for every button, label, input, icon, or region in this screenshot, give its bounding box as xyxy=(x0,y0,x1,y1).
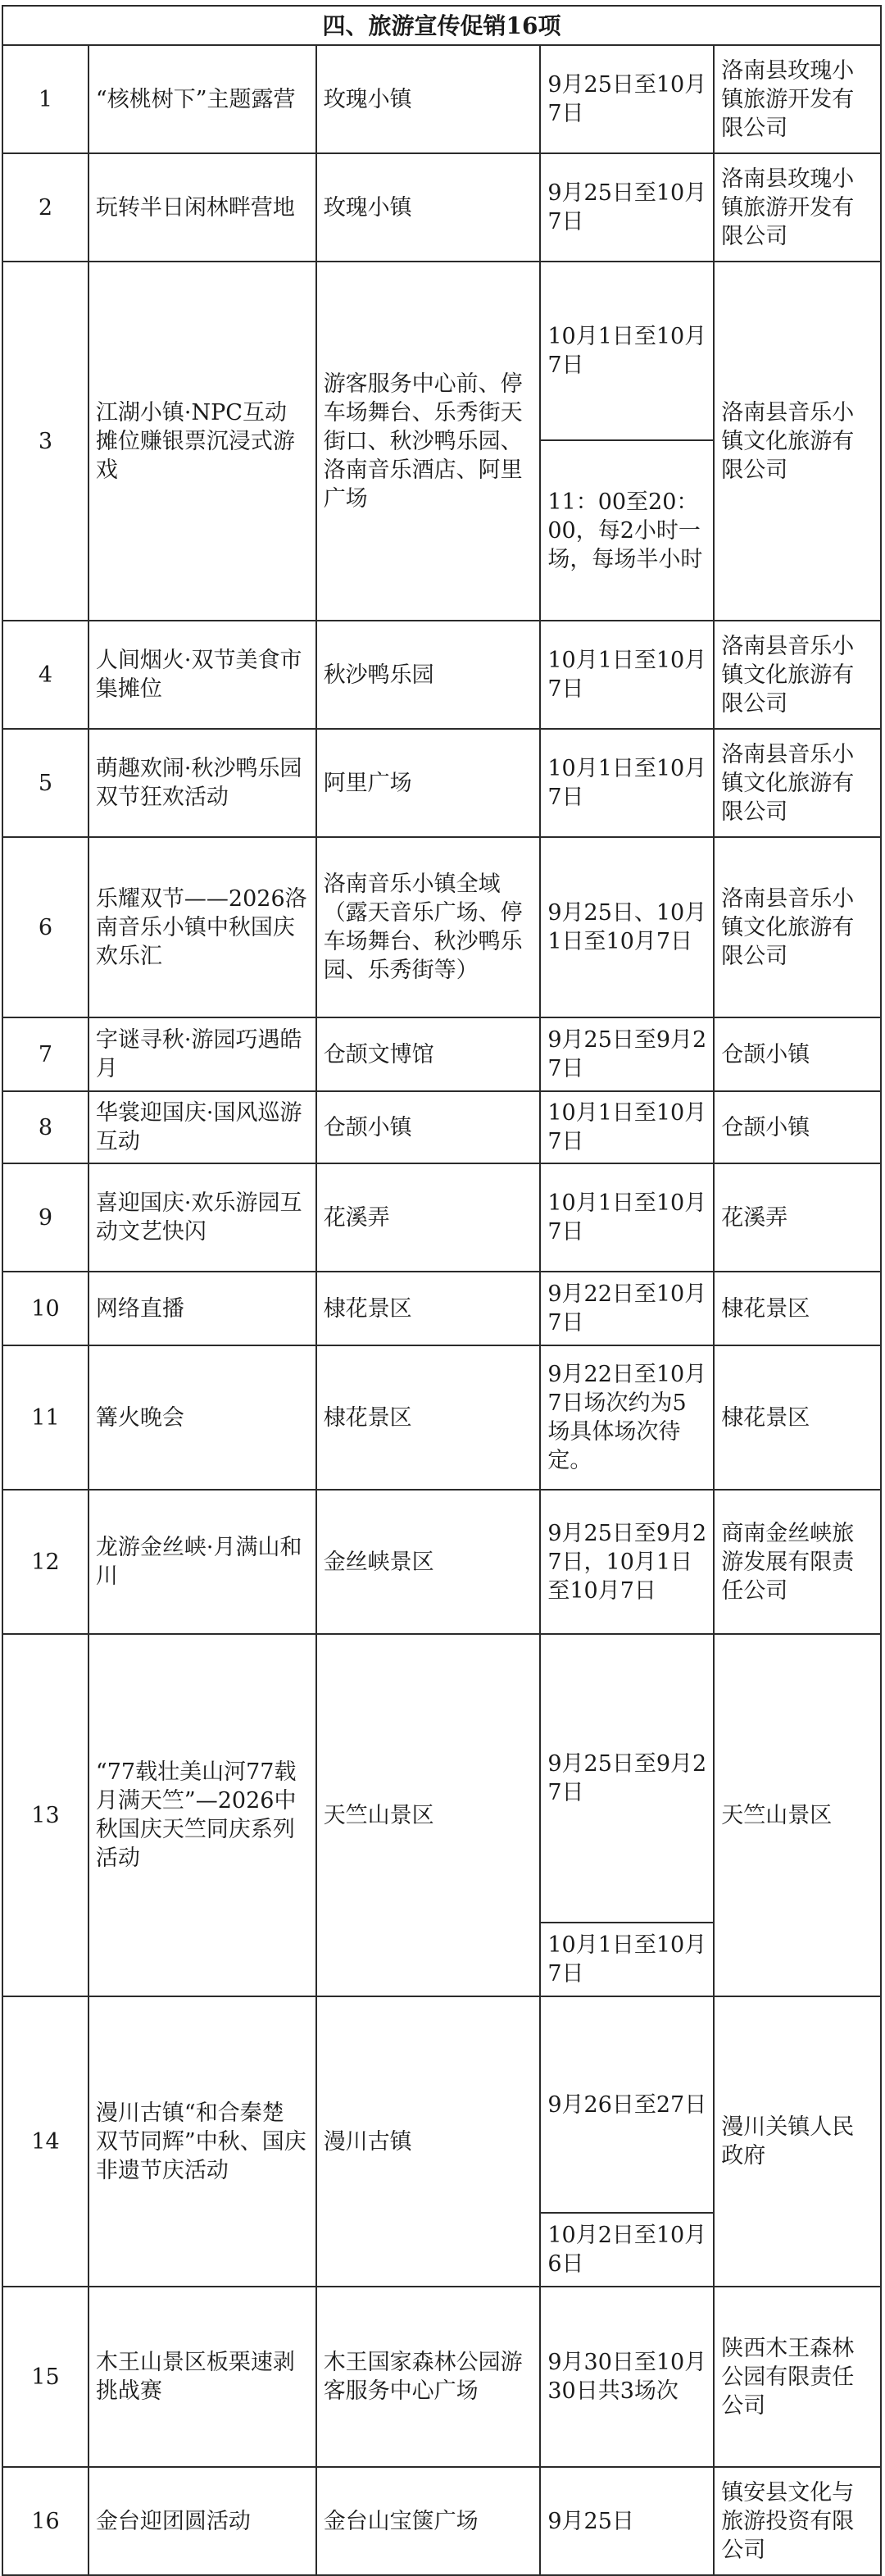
activity-name: 木王山景区板栗速剥挑战赛 xyxy=(88,2287,316,2467)
organizer: 仓颉小镇 xyxy=(714,1091,881,1163)
activity-time-primary: 9月26日至27日 xyxy=(547,2091,707,2118)
table-row xyxy=(2,2467,881,2575)
organizer: 陕西木王森林公园有限责任公司 xyxy=(714,2287,881,2467)
activity-name: 萌趣欢闹·秋沙鸭乐园双节狂欢活动 xyxy=(88,729,316,837)
organizer: 洛南县玫瑰小镇旅游开发有限公司 xyxy=(714,153,881,262)
table-row xyxy=(2,1163,881,1272)
activity-time: 9月25日、10月1日至10月7日 xyxy=(540,837,714,1017)
activity-time: 10月1日至10月7日 xyxy=(540,621,714,729)
row-number: 3 xyxy=(2,262,88,621)
row-number: 16 xyxy=(2,2467,88,2575)
activity-place: 秋沙鸭乐园 xyxy=(316,621,541,729)
table-row xyxy=(2,1017,881,1091)
activity-name: “77载壮美山河77载月满天竺”—2026中秋国庆天竺同庆系列活动 xyxy=(88,1634,316,1996)
row-number: 2 xyxy=(2,153,88,262)
activity-place: 天竺山景区 xyxy=(316,1634,541,1996)
organizer: 棣花景区 xyxy=(714,1345,881,1490)
row-number: 15 xyxy=(2,2287,88,2467)
row-number: 10 xyxy=(2,1272,88,1345)
activity-place: 棣花景区 xyxy=(316,1345,541,1490)
row-number: 5 xyxy=(2,729,88,837)
table-row xyxy=(2,1490,881,1634)
activity-time: 9月30日至10月30日共3场次 xyxy=(540,2287,714,2467)
activity-name: 喜迎国庆·欢乐游园互动文艺快闪 xyxy=(88,1163,316,1272)
row-number: 6 xyxy=(2,837,88,1017)
activity-time: 9月25日至9月27日，10月1日至10月7日 xyxy=(540,1490,714,1634)
activity-time: 10月1日至10月7日 xyxy=(540,1163,714,1272)
table-row xyxy=(2,621,881,729)
activity-name: 篝火晚会 xyxy=(88,1345,316,1490)
activity-time-primary: 9月25日至9月27日 xyxy=(547,1751,707,1805)
activity-place: 金台山宝箧广场 xyxy=(316,2467,541,2575)
row-number: 1 xyxy=(2,45,88,153)
row-number: 11 xyxy=(2,1345,88,1490)
row-number: 8 xyxy=(2,1091,88,1163)
activity-time-secondary: 10月1日至10月7日 xyxy=(547,1932,707,1987)
activity-name: 字谜寻秋·游园巧遇皓月 xyxy=(88,1017,316,1091)
organizer: 天竺山景区 xyxy=(714,1634,881,1996)
activity-time: 9月22日至10月7日 xyxy=(540,1272,714,1345)
section-title-row xyxy=(2,6,881,45)
table-row xyxy=(2,729,881,837)
organizer: 仓颉小镇 xyxy=(714,1017,881,1091)
table-row xyxy=(2,262,881,621)
row-number: 13 xyxy=(2,1634,88,1996)
activity-place: 游客服务中心前、停车场舞台、乐秀街天街口、秋沙鸭乐园、洛南音乐酒店、阿里广场 xyxy=(316,262,541,621)
organizer: 漫川关镇人民政府 xyxy=(714,1996,881,2287)
activity-place: 玫瑰小镇 xyxy=(316,153,541,262)
activity-name: “核桃树下”主题露营 xyxy=(88,45,316,153)
table-row xyxy=(2,837,881,1017)
activity-place: 花溪弄 xyxy=(316,1163,541,1272)
organizer: 棣花景区 xyxy=(714,1272,881,1345)
activity-time-secondary: 10月2日至10月6日 xyxy=(547,2223,707,2277)
activity-name: 江湖小镇·NPC互动摊位赚银票沉浸式游戏 xyxy=(88,262,316,621)
activity-place: 洛南音乐小镇全域（露天音乐广场、停车场舞台、秋沙鸭乐园、乐秀街等） xyxy=(316,837,541,1017)
activity-place: 玫瑰小镇 xyxy=(316,45,541,153)
activity-time: 9月25日至10月7日 xyxy=(540,45,714,153)
activity-time: 9月22日至10月7日场次约为5场具体场次待定。 xyxy=(540,1345,714,1490)
activity-place: 棣花景区 xyxy=(316,1272,541,1345)
table-row xyxy=(2,1634,881,1996)
organizer: 洛南县音乐小镇文化旅游有限公司 xyxy=(714,729,881,837)
table-row xyxy=(2,153,881,262)
activity-place: 阿里广场 xyxy=(316,729,541,837)
activity-name: 玩转半日闲林畔营地 xyxy=(88,153,316,262)
activity-place: 仓颉文博馆 xyxy=(316,1017,541,1091)
activity-time: 10月1日至10月7日 xyxy=(540,1091,714,1163)
activity-name: 华裳迎国庆·国风巡游互动 xyxy=(88,1091,316,1163)
section-title: 四、旅游宣传促销16项 xyxy=(2,6,881,45)
activity-time: 9月25日 xyxy=(540,2467,714,2575)
activity-place: 木王国家森林公园游客服务中心广场 xyxy=(316,2287,541,2467)
activity-name: 龙游金丝峡·月满山和川 xyxy=(88,1490,316,1634)
activity-name: 金台迎团圆活动 xyxy=(88,2467,316,2575)
organizer: 花溪弄 xyxy=(714,1163,881,1272)
activity-time: 9月25日至10月7日 xyxy=(540,153,714,262)
activity-time: 9月25日至9月27日 xyxy=(540,1017,714,1091)
table-row xyxy=(2,1272,881,1345)
organizer: 洛南县音乐小镇文化旅游有限公司 xyxy=(714,837,881,1017)
table-row xyxy=(2,1345,881,1490)
organizer: 洛南县音乐小镇文化旅游有限公司 xyxy=(714,621,881,729)
activity-time xyxy=(540,1634,714,1996)
activity-time-primary: 10月1日至10月7日 xyxy=(547,324,707,378)
row-number: 4 xyxy=(2,621,88,729)
activity-time: 10月1日至10月7日 xyxy=(540,729,714,837)
table-row xyxy=(2,1091,881,1163)
activity-time xyxy=(540,1996,714,2287)
row-number: 9 xyxy=(2,1163,88,1272)
promotion-table xyxy=(2,5,882,2576)
table-row xyxy=(2,45,881,153)
organizer: 商南金丝峡旅游发展有限责任公司 xyxy=(714,1490,881,1634)
row-number: 12 xyxy=(2,1490,88,1634)
row-number: 7 xyxy=(2,1017,88,1091)
activity-name: 人间烟火·双节美食市集摊位 xyxy=(88,621,316,729)
organizer: 洛南县玫瑰小镇旅游开发有限公司 xyxy=(714,45,881,153)
organizer: 洛南县音乐小镇文化旅游有限公司 xyxy=(714,262,881,621)
activity-place: 漫川古镇 xyxy=(316,1996,541,2287)
activity-time-secondary: 11：00至20：00，每2小时一场，每场半小时 xyxy=(547,489,703,572)
activity-time xyxy=(540,262,714,621)
document-sheet xyxy=(2,5,882,2576)
row-number: 14 xyxy=(2,1996,88,2287)
organizer: 镇安县文化与旅游投资有限公司 xyxy=(714,2467,881,2575)
activity-place: 金丝峡景区 xyxy=(316,1490,541,1634)
activity-name: 网络直播 xyxy=(88,1272,316,1345)
activity-place: 仓颉小镇 xyxy=(316,1091,541,1163)
activity-name: 漫川古镇“和合秦楚 双节同辉”中秋、国庆非遗节庆活动 xyxy=(88,1996,316,2287)
table-row xyxy=(2,1996,881,2287)
activity-name: 乐耀双节——2026洛南音乐小镇中秋国庆欢乐汇 xyxy=(88,837,316,1017)
table-body xyxy=(2,45,881,2575)
table-row xyxy=(2,2287,881,2467)
